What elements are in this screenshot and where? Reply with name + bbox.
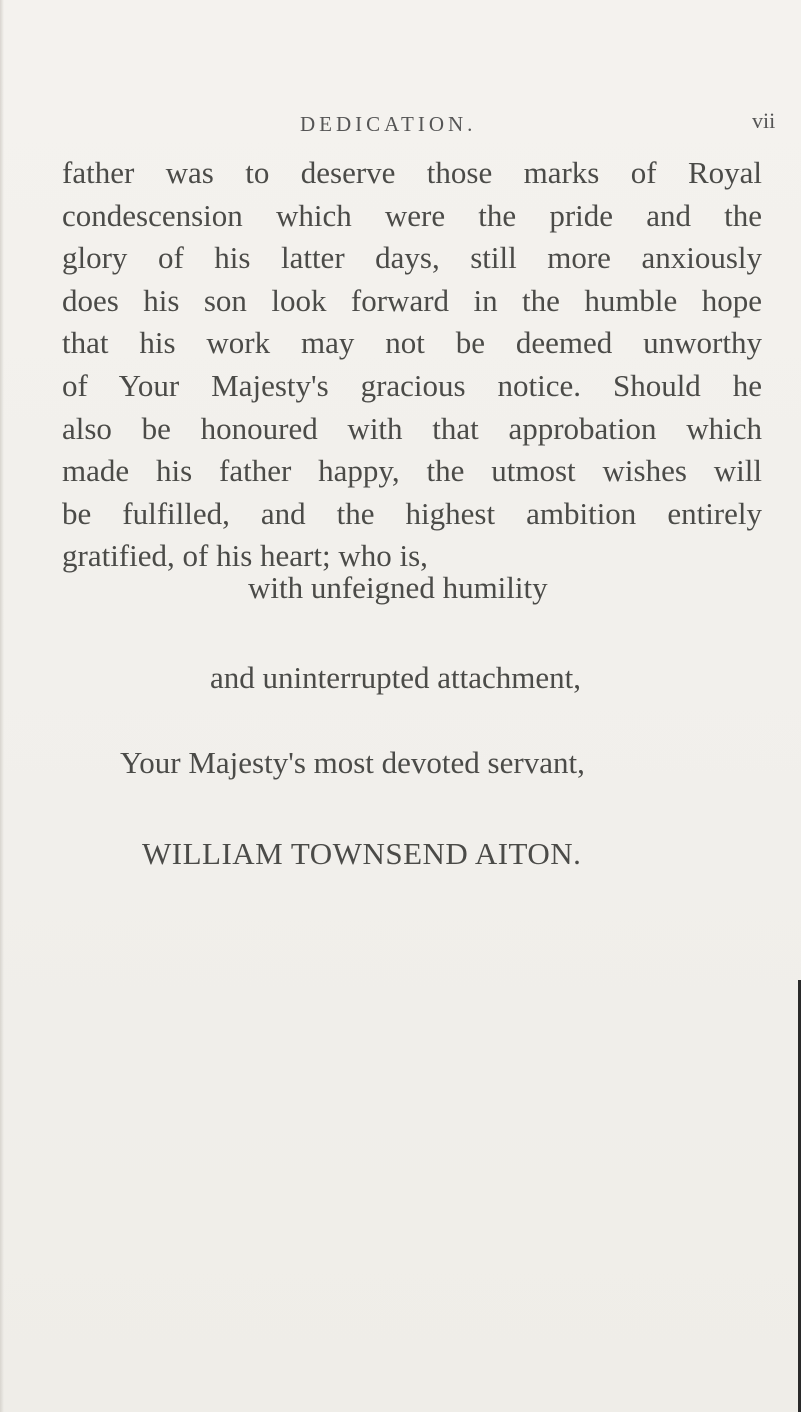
closing-line-attachment: and uninterrupted attachment, bbox=[210, 660, 582, 695]
body-line: condescension which were the pride and the bbox=[62, 197, 762, 233]
body-line: made his father happy, the utmost wishes will bbox=[62, 453, 762, 489]
body-line: father was to deserve those marks of Royal bbox=[62, 155, 762, 190]
body-line: does his son look forward in the humble hope bbox=[62, 282, 762, 318]
signature: WILLIAM TOWNSEND AITON. bbox=[142, 836, 582, 871]
closing-line-servant: Your Majesty's most devoted servant, bbox=[120, 745, 585, 780]
closing-line-humility: with unfeigned humility bbox=[248, 570, 548, 605]
body-line: that his work may not be deemed unworthy bbox=[62, 325, 762, 361]
page-edge-shadow bbox=[0, 0, 4, 1412]
running-head: DEDICATION. bbox=[300, 112, 477, 136]
body-line: gratified, of his heart; who is, bbox=[62, 538, 428, 574]
body-line: be fulfilled, and the highest ambition entirely bbox=[62, 495, 762, 531]
page-number: vii bbox=[752, 108, 776, 133]
dedication-body bbox=[62, 152, 762, 578]
body-line: glory of his latter days, still more anxiously bbox=[62, 240, 762, 276]
body-line: also be honoured with that approbation which bbox=[62, 410, 762, 446]
body-line: of Your Majesty's gracious notice. Should he bbox=[62, 367, 762, 403]
